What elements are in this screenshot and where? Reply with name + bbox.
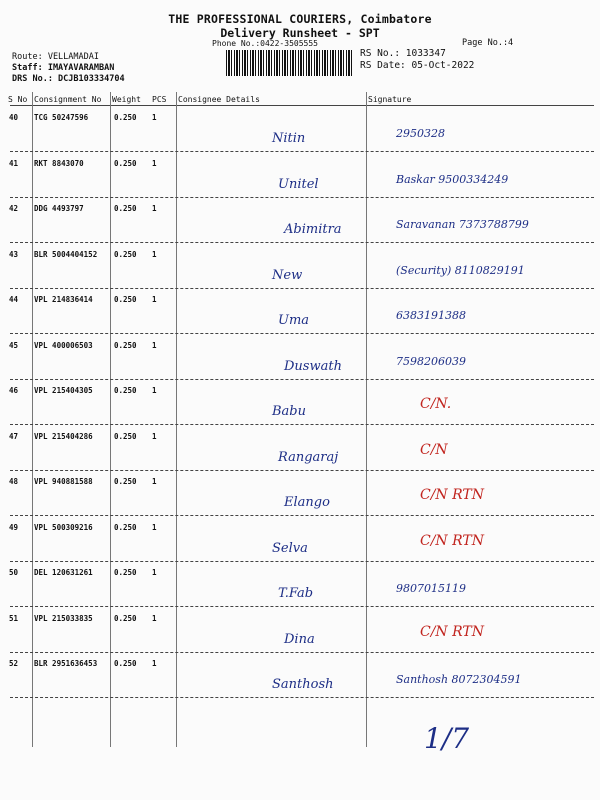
row-weight: 0.250 [114,523,137,532]
row-consignee-handwritten: Duswath [284,359,342,374]
staff-label: Staff: IMAYAVARAMBAN [12,63,115,73]
row-sno: 52 [9,659,19,668]
row-signature-handwritten: Santhosh 8072304591 [396,673,522,686]
row-consignment-no: DDG 4493797 [34,204,84,213]
row-consignee-handwritten: Selva [272,541,308,556]
row-pcs: 1 [152,659,157,668]
row-divider [10,197,594,198]
row-divider [10,470,594,471]
row-consignment-no: TCG 50247596 [34,113,89,122]
row-sno: 44 [9,295,19,304]
col-header-signature: Signature [368,95,412,104]
row-consignee-handwritten: New [272,268,303,283]
row-consignee-handwritten: Babu [272,404,306,419]
row-consignee-handwritten: Nitin [272,131,306,146]
col-header-pcs: PCS [152,95,167,104]
row-consignee-handwritten: Dina [284,632,315,647]
header-divider [10,105,594,106]
row-divider [10,379,594,380]
row-delivery-status: C/N RTN [420,624,485,640]
row-consignee-handwritten: Uma [278,313,310,328]
row-weight: 0.250 [114,250,137,259]
row-signature-handwritten: 6383191388 [396,309,466,322]
barcode-image [226,50,354,76]
row-consignee-handwritten: T.Fab [278,586,314,601]
row-weight: 0.250 [114,341,137,350]
row-weight: 0.250 [114,432,137,441]
row-consignment-no: VPL 215033835 [34,614,93,623]
column-divider [366,92,367,747]
row-divider [10,242,594,243]
row-consignment-no: DEL 120631261 [34,568,93,577]
row-pcs: 1 [152,159,157,168]
document-title: THE PROFESSIONAL COURIERS, Coimbatore [168,12,432,26]
row-weight: 0.250 [114,614,137,623]
row-delivery-status: C/N RTN [420,487,485,503]
row-sno: 45 [9,341,19,350]
row-divider [10,697,594,698]
row-weight: 0.250 [114,386,137,395]
row-sno: 40 [9,113,19,122]
row-weight: 0.250 [114,113,137,122]
row-consignment-no: BLR 2951636453 [34,659,98,668]
rs-date: RS Date: 05-Oct-2022 [360,60,475,71]
row-weight: 0.250 [114,204,137,213]
row-divider [10,515,594,516]
col-header-weight: Weight [112,95,141,104]
row-sno: 41 [9,159,19,168]
row-divider [10,561,594,562]
row-pcs: 1 [152,432,157,441]
row-pcs: 1 [152,477,157,486]
row-consignment-no: VPL 215404286 [34,432,93,441]
row-signature-handwritten: (Security) 8110829191 [396,264,525,277]
row-sno: 47 [9,432,19,441]
row-sno: 49 [9,523,19,532]
row-consignee-handwritten: Rangaraj [278,450,339,465]
row-divider [10,288,594,289]
row-weight: 0.250 [114,295,137,304]
row-sno: 46 [9,386,19,395]
document-subtitle: Delivery Runsheet - SPT [220,26,380,40]
row-sno: 50 [9,568,19,577]
phone-number: Phone No.:0422-3505555 [212,39,318,48]
row-pcs: 1 [152,614,157,623]
column-divider [110,92,111,747]
row-weight: 0.250 [114,568,137,577]
row-signature-handwritten: 2950328 [396,127,445,140]
row-delivery-status: C/N RTN [420,533,485,549]
row-pcs: 1 [152,568,157,577]
row-consignee-handwritten: Abimitra [284,222,342,237]
row-consignee-handwritten: Elango [284,495,330,510]
row-pcs: 1 [152,386,157,395]
row-sno: 51 [9,614,19,623]
row-consignee-handwritten: Unitel [278,177,319,192]
row-signature-handwritten: 7598206039 [396,355,466,368]
row-signature-handwritten: Saravanan 7373788799 [396,218,529,231]
footer-handwritten-mark: 1/7 [424,722,470,755]
row-pcs: 1 [152,523,157,532]
row-consignment-no: RKT 8843070 [34,159,84,168]
row-weight: 0.250 [114,477,137,486]
row-consignment-no: VPL 500309216 [34,523,93,532]
row-signature-handwritten: 9807015119 [396,582,466,595]
row-consignment-no: VPL 940881588 [34,477,93,486]
row-divider [10,606,594,607]
row-consignment-no: VPL 400006503 [34,341,93,350]
column-divider [32,92,33,747]
row-divider [10,424,594,425]
route-label: Route: VELLAMADAI [12,52,99,62]
row-weight: 0.250 [114,159,137,168]
row-consignment-no: BLR 5004404152 [34,250,98,259]
row-divider [10,151,594,152]
row-consignment-no: VPL 215404305 [34,386,93,395]
column-divider [176,92,177,747]
row-sno: 42 [9,204,19,213]
rs-number: RS No.: 1033347 [360,48,446,59]
row-delivery-status: C/N [420,442,448,458]
row-weight: 0.250 [114,659,137,668]
row-sno: 43 [9,250,19,259]
row-pcs: 1 [152,250,157,259]
row-divider [10,333,594,334]
row-delivery-status: C/N. [420,396,452,412]
row-pcs: 1 [152,341,157,350]
page-number: Page No.:4 [462,38,514,48]
drs-number: DRS No.: DCJB103334704 [12,74,125,84]
row-pcs: 1 [152,113,157,122]
col-header-consignment: Consignment No [34,95,102,104]
row-pcs: 1 [152,295,157,304]
row-sno: 48 [9,477,19,486]
row-pcs: 1 [152,204,157,213]
row-signature-handwritten: Baskar 9500334249 [396,173,509,186]
row-divider [10,652,594,653]
row-consignment-no: VPL 214836414 [34,295,93,304]
row-consignee-handwritten: Santhosh [272,677,334,692]
col-header-consignee: Consignee Details [178,95,260,104]
col-header-sno: S No [8,95,28,104]
